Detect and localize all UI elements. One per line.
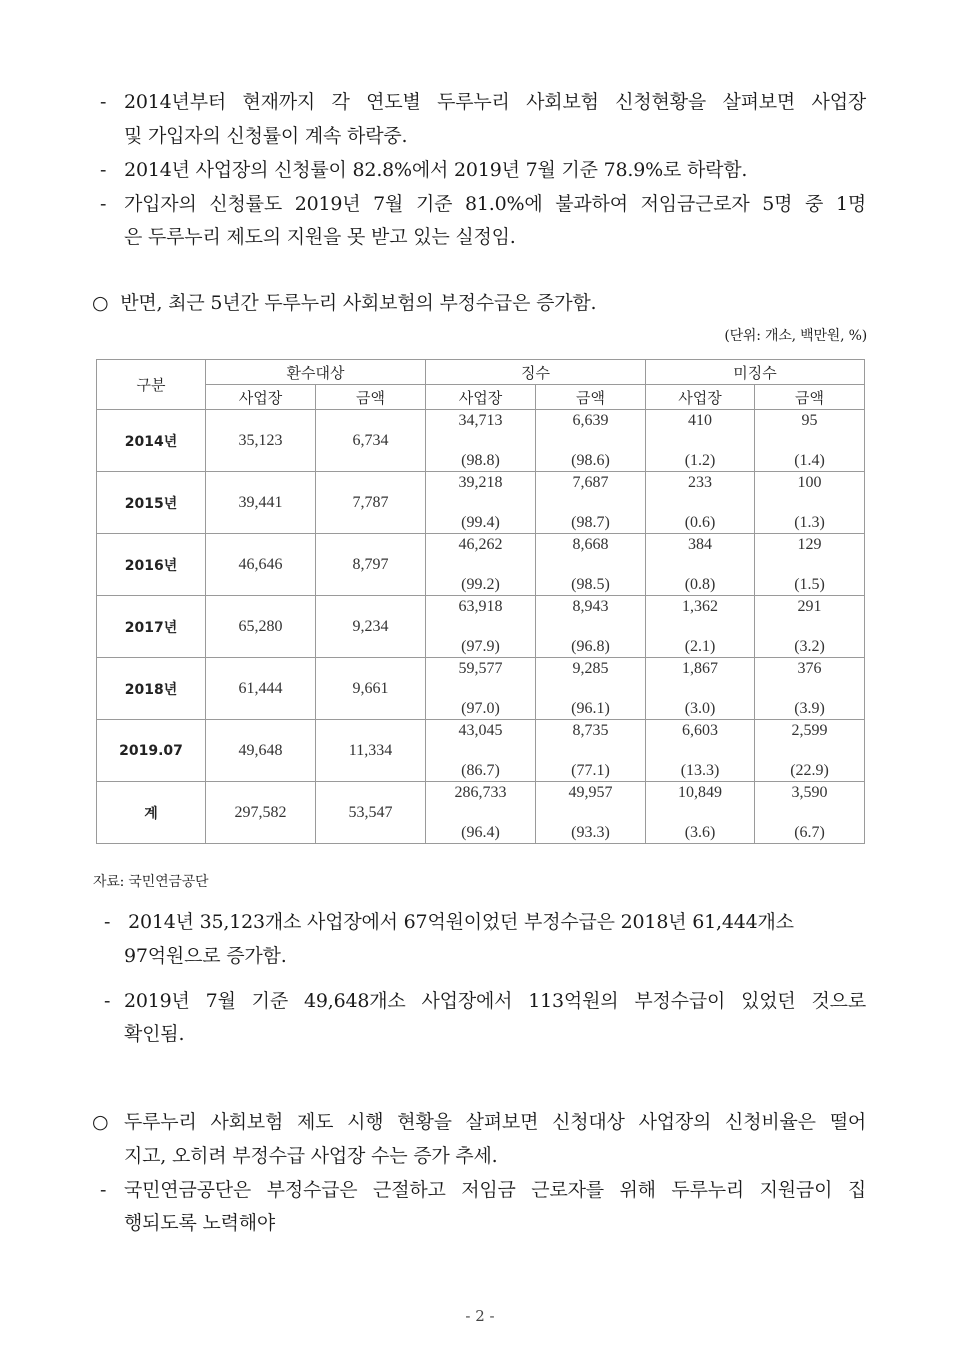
- header-group-collected: 징수: [426, 360, 646, 385]
- bullet-text: 2014년 사업장의 신청률이 82.8%에서 2019년 7월 기준 78.9%로 하락함.: [124, 159, 748, 181]
- header-group-uncollected: 미징수: [646, 360, 865, 385]
- value: 384: [688, 536, 713, 553]
- percent: (77.1): [571, 762, 610, 779]
- cell-uncollected-amount: [755, 658, 865, 720]
- value: 9,285: [572, 660, 609, 677]
- header-sub: 금액: [755, 385, 865, 410]
- bullet-text: 2014년 35,123개소 사업장에서 67억원이었던 부정수급은 2018년 61,444개소: [128, 911, 794, 933]
- percent: (96.1): [571, 700, 610, 717]
- cell-collected-amount: [536, 410, 646, 472]
- header-sub: 사업장: [426, 385, 536, 410]
- cell-target-sites: 46,646: [206, 534, 316, 596]
- bullet-dash: -: [100, 159, 107, 181]
- cell-uncollected-sites: [646, 782, 755, 844]
- source-note: 자료: 국민연금공단: [93, 874, 209, 890]
- value: 100: [797, 474, 822, 491]
- value: 233: [688, 474, 713, 491]
- cell-uncollected-amount: [755, 472, 865, 534]
- percent: (99.2): [461, 576, 500, 593]
- percent: (1.5): [794, 576, 825, 593]
- bullet-dash: -: [100, 91, 107, 113]
- table-row: [97, 534, 865, 596]
- table-row: [97, 720, 865, 782]
- cell-collected-amount: [536, 720, 646, 782]
- percent: (0.6): [684, 514, 716, 531]
- percent: (98.8): [461, 452, 500, 469]
- row-label: 2015년: [97, 472, 206, 534]
- cell-uncollected-sites: [646, 720, 755, 782]
- cell-target-sites: 35,123: [206, 410, 316, 472]
- bullet-dash: -: [100, 193, 107, 215]
- value: 6,639: [572, 412, 609, 429]
- value: 43,045: [458, 722, 503, 739]
- percent: (96.4): [461, 824, 500, 841]
- bullet-text-cont: 확인됨.: [124, 1023, 185, 1045]
- value: 7,687: [572, 474, 609, 491]
- cell-uncollected-sites: [646, 472, 755, 534]
- percent: (13.3): [680, 762, 720, 779]
- cell-uncollected-amount: [755, 720, 865, 782]
- percent: (96.8): [571, 638, 610, 655]
- table-row: [97, 782, 865, 844]
- cell-collected-sites: [426, 782, 536, 844]
- circle-bullet-icon: ○: [92, 292, 109, 314]
- value: 1,867: [682, 660, 719, 677]
- bullet-text: 국민연금공단은 부정수급은 근절하고 저임금 근로자를 위해 두루누리 지원금이 집: [124, 1179, 866, 1201]
- cell-target-amount: 9,234: [316, 596, 426, 658]
- circle-bullet-icon: ○: [92, 1111, 109, 1133]
- page-number: - 2 -: [465, 1307, 495, 1325]
- cell-target-amount: 7,787: [316, 472, 426, 534]
- cell-uncollected-sites: [646, 658, 755, 720]
- cell-target-amount: 8,797: [316, 534, 426, 596]
- percent: (1.3): [794, 514, 825, 531]
- cell-target-amount: 9,661: [316, 658, 426, 720]
- row-label: 계: [97, 782, 206, 844]
- bullet-text-cont: 및 가입자의 신청률이 계속 하락중.: [124, 125, 408, 147]
- value: 291: [797, 598, 822, 615]
- section2-heading: [92, 291, 596, 315]
- value: 8,668: [572, 536, 609, 553]
- value: 376: [797, 660, 822, 677]
- cell-collected-amount: [536, 782, 646, 844]
- value: 10,849: [678, 784, 723, 801]
- percent: (98.6): [571, 452, 610, 469]
- percent: (2.1): [684, 638, 716, 655]
- bullet-dash: -: [104, 911, 111, 933]
- cell-target-sites: 297,582: [206, 782, 316, 844]
- table-row: [97, 410, 865, 472]
- value: 3,590: [791, 784, 828, 801]
- value: 2,599: [791, 722, 828, 739]
- header-category: 구분: [97, 360, 206, 410]
- header-sub: 사업장: [646, 385, 755, 410]
- cell-collected-sites: [426, 596, 536, 658]
- percent: (6.7): [794, 824, 825, 841]
- cell-target-amount: 53,547: [316, 782, 426, 844]
- cell-target-sites: 49,648: [206, 720, 316, 782]
- cell-uncollected-amount: [755, 782, 865, 844]
- percent: (98.5): [571, 576, 610, 593]
- cell-collected-sites: [426, 658, 536, 720]
- value: 49,957: [568, 784, 613, 801]
- percent: (3.2): [794, 638, 825, 655]
- cell-target-sites: 65,280: [206, 596, 316, 658]
- cell-uncollected-sites: [646, 534, 755, 596]
- heading-text-cont: 지고, 오히려 부정수급 사업장 수는 증가 추세.: [124, 1145, 498, 1167]
- bullet-text-cont: 97억원으로 증가함.: [124, 945, 287, 967]
- table-row: [97, 472, 865, 534]
- cell-collected-amount: [536, 472, 646, 534]
- value: 63,918: [458, 598, 503, 615]
- heading-text: 반면, 최근 5년간 두루누리 사회보험의 부정수급은 증가함.: [120, 292, 597, 314]
- percent: (1.2): [684, 452, 716, 469]
- percent: (3.9): [794, 700, 825, 717]
- cell-target-sites: 39,441: [206, 472, 316, 534]
- cell-collected-sites: [426, 410, 536, 472]
- bullet-text-cont: 은 두루누리 제도의 지원을 못 받고 있는 실정임.: [124, 226, 516, 248]
- cell-collected-amount: [536, 658, 646, 720]
- value: 95: [801, 412, 818, 429]
- percent: (0.8): [684, 576, 716, 593]
- value: 34,713: [458, 412, 503, 429]
- percent: (99.4): [461, 514, 500, 531]
- cell-uncollected-sites: [646, 596, 755, 658]
- value: 1,362: [682, 598, 719, 615]
- bullet-text: 2019년 7월 기준 49,648개소 사업장에서 113억원의 부정수급이 있었던 것으로: [124, 990, 866, 1012]
- cell-target-sites: 61,444: [206, 658, 316, 720]
- bullet-dash: -: [104, 990, 111, 1012]
- value: 39,218: [458, 474, 503, 491]
- percent: (3.0): [684, 700, 716, 717]
- bullet-line: [104, 910, 794, 934]
- header-group-target: 환수대상: [206, 360, 426, 385]
- row-label: 2016년: [97, 534, 206, 596]
- cell-uncollected-amount: [755, 534, 865, 596]
- value: 46,262: [458, 536, 503, 553]
- percent: (93.3): [571, 824, 610, 841]
- percent: (86.7): [461, 762, 500, 779]
- cell-collected-sites: [426, 720, 536, 782]
- row-label: 2018년: [97, 658, 206, 720]
- value: 129: [797, 536, 822, 553]
- percent: (22.9): [790, 762, 829, 779]
- percent: (97.9): [461, 638, 500, 655]
- header-sub: 금액: [536, 385, 646, 410]
- value: 8,943: [572, 598, 609, 615]
- bullet-line: [100, 158, 747, 182]
- percent: (98.7): [571, 514, 610, 531]
- row-label: 2019.07: [97, 720, 206, 782]
- value: 8,735: [572, 722, 609, 739]
- heading-text: 두루누리 사회보험 제도 시행 현황을 살펴보면 신청대상 사업장의 신청비율은 떨어: [124, 1111, 866, 1133]
- value: 286,733: [454, 784, 507, 801]
- cell-collected-sites: [426, 472, 536, 534]
- cell-uncollected-sites: [646, 410, 755, 472]
- cell-collected-amount: [536, 534, 646, 596]
- value: 410: [688, 412, 713, 429]
- cell-uncollected-amount: [755, 596, 865, 658]
- percent: (1.4): [794, 452, 825, 469]
- bullet-dash: -: [100, 1179, 107, 1201]
- table-row: [97, 658, 865, 720]
- value: 6,603: [682, 722, 719, 739]
- percent: (97.0): [461, 700, 500, 717]
- cell-uncollected-amount: [755, 410, 865, 472]
- cell-target-amount: 11,334: [316, 720, 426, 782]
- bullet-text: 가입자의 신청률도 2019년 7월 기준 81.0%에 불과하여 저임금근로자 5명 중 1명: [124, 193, 866, 215]
- percent: (3.6): [684, 824, 716, 841]
- header-sub: 금액: [316, 385, 426, 410]
- bullet-text: 2014년부터 현재까지 각 연도별 두루누리 사회보험 신청현황을 살펴보면 사업장: [124, 91, 866, 113]
- cell-collected-amount: [536, 596, 646, 658]
- header-sub: 사업장: [206, 385, 316, 410]
- fraud-table: [96, 359, 865, 844]
- value: 59,577: [458, 660, 503, 677]
- bullet-text-cont: 행되도록 노력해야: [124, 1212, 276, 1234]
- row-label: 2017년: [97, 596, 206, 658]
- row-label: 2014년: [97, 410, 206, 472]
- unit-note: (단위: 개소, 백만원, %): [724, 328, 867, 344]
- cell-target-amount: 6,734: [316, 410, 426, 472]
- cell-collected-sites: [426, 534, 536, 596]
- table-row: [97, 596, 865, 658]
